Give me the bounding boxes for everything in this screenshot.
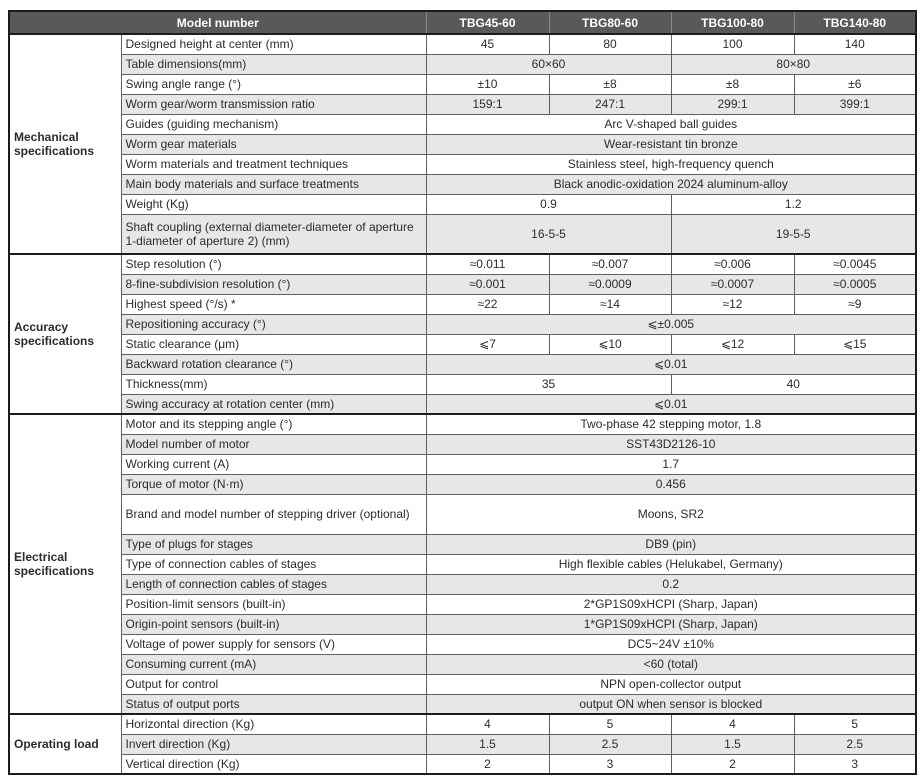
spec-value-cell: 0.456 [426, 474, 916, 494]
spec-value-cell: Black anodic-oxidation 2024 aluminum-alloy [426, 174, 916, 194]
table-row [9, 194, 916, 214]
spec-value-cell: ⩽10 [549, 334, 671, 354]
spec-value-cell: SST43D2126-10 [426, 434, 916, 454]
table-row [9, 634, 916, 654]
spec-value-cell: 16-5-5 [426, 214, 671, 254]
table-row [9, 534, 916, 554]
table-row [9, 714, 916, 734]
table-row [9, 54, 916, 74]
row-label: Length of connection cables of stages [121, 574, 426, 594]
row-label: Vertical direction (Kg) [121, 754, 426, 774]
spec-value-cell: ≈0.0009 [549, 274, 671, 294]
row-label: Brand and model number of stepping driver (optional) [121, 494, 426, 534]
table-row [9, 74, 916, 94]
spec-value-cell: 80×80 [671, 54, 916, 74]
spec-value-cell: ≈0.0007 [671, 274, 794, 294]
spec-value-cell: Stainless steel, high-frequency quench [426, 154, 916, 174]
spec-value-cell: 2.5 [794, 734, 916, 754]
row-label: Origin-point sensors (built-in) [121, 614, 426, 634]
row-label: Worm materials and treatment techniques [121, 154, 426, 174]
spec-value-cell: Wear-resistant tin bronze [426, 134, 916, 154]
spec-value-cell: ⩽15 [794, 334, 916, 354]
table-row [9, 554, 916, 574]
row-label: Invert direction (Kg) [121, 734, 426, 754]
row-label: Torque of motor (N·m) [121, 474, 426, 494]
spec-value-cell: ≈0.006 [671, 254, 794, 274]
row-label: Repositioning accuracy (°) [121, 314, 426, 334]
row-label: Shaft coupling (external diameter-diameter of aperture 1-diameter of aperture 2) (mm) [121, 214, 426, 254]
spec-value-cell: ≈0.0045 [794, 254, 916, 274]
spec-value-cell: DB9 (pin) [426, 534, 916, 554]
spec-value-cell: 1.5 [426, 734, 549, 754]
spec-value-cell: <60 (total) [426, 654, 916, 674]
spec-value-cell: ⩽0.01 [426, 354, 916, 374]
table-row [9, 34, 916, 54]
spec-value-cell: 140 [794, 34, 916, 54]
spec-value-cell: ±6 [794, 74, 916, 94]
spec-value-cell: ≈0.001 [426, 274, 549, 294]
table-row [9, 294, 916, 314]
row-label: Model number of motor [121, 434, 426, 454]
spec-value-cell: ⩽0.01 [426, 394, 916, 414]
spec-value-cell: ⩽±0.005 [426, 314, 916, 334]
model-number-header: Model number [9, 11, 426, 34]
spec-value-cell: ±10 [426, 74, 549, 94]
model-column-header-tbg100-80: TBG100-80 [671, 11, 794, 34]
row-label: Step resolution (°) [121, 254, 426, 274]
table-row [9, 334, 916, 354]
table-row [9, 134, 916, 154]
row-label: Motor and its stepping angle (°) [121, 414, 426, 434]
table-row [9, 434, 916, 454]
spec-value-cell: 1.7 [426, 454, 916, 474]
spec-value-cell: 399:1 [794, 94, 916, 114]
table-row [9, 734, 916, 754]
spec-value-cell: 0.9 [426, 194, 671, 214]
spec-value-cell: 4 [426, 714, 549, 734]
spec-value-cell: 3 [549, 754, 671, 774]
spec-value-cell: ≈0.007 [549, 254, 671, 274]
row-label: Consuming current (mA) [121, 654, 426, 674]
spec-value-cell: ≈14 [549, 294, 671, 314]
spec-value-cell: Arc V-shaped ball guides [426, 114, 916, 134]
row-label: Guides (guiding mechanism) [121, 114, 426, 134]
group-label: Electrical specifications [9, 414, 121, 714]
spec-table-body [9, 34, 916, 774]
row-label: Type of plugs for stages [121, 534, 426, 554]
row-label: Main body materials and surface treatments [121, 174, 426, 194]
row-label: Worm gear materials [121, 134, 426, 154]
table-row [9, 574, 916, 594]
row-label: Swing accuracy at rotation center (mm) [121, 394, 426, 414]
spec-value-cell: 80 [549, 34, 671, 54]
spec-value-cell: 2.5 [549, 734, 671, 754]
spec-value-cell: 5 [549, 714, 671, 734]
table-row [9, 214, 916, 254]
spec-value-cell: 3 [794, 754, 916, 774]
row-label: Highest speed (°/s) * [121, 294, 426, 314]
spec-value-cell: output ON when sensor is blocked [426, 694, 916, 714]
spec-value-cell: ≈9 [794, 294, 916, 314]
spec-value-cell: ⩽7 [426, 334, 549, 354]
model-column-header-tbg140-80: TBG140-80 [794, 11, 916, 34]
specification-table [8, 10, 917, 775]
model-column-header-tbg80-60: TBG80-60 [549, 11, 671, 34]
spec-value-cell: Two-phase 42 stepping motor, 1.8 [426, 414, 916, 434]
row-label: Swing angle range (°) [121, 74, 426, 94]
model-column-header-tbg45-60: TBG45-60 [426, 11, 549, 34]
spec-value-cell: 5 [794, 714, 916, 734]
row-label: Weight (Kg) [121, 194, 426, 214]
spec-value-cell: ≈12 [671, 294, 794, 314]
header-row [9, 11, 916, 34]
spec-value-cell: 1.5 [671, 734, 794, 754]
spec-value-cell: High flexible cables (Helukabel, Germany) [426, 554, 916, 574]
row-label: Worm gear/worm transmission ratio [121, 94, 426, 114]
row-label: Status of output ports [121, 694, 426, 714]
spec-value-cell: 2 [426, 754, 549, 774]
spec-value-cell: ±8 [671, 74, 794, 94]
row-label: Designed height at center (mm) [121, 34, 426, 54]
table-row [9, 154, 916, 174]
table-row [9, 414, 916, 434]
table-row [9, 674, 916, 694]
table-row [9, 354, 916, 374]
spec-value-cell: ±8 [549, 74, 671, 94]
spec-value-cell: ≈0.011 [426, 254, 549, 274]
spec-value-cell: 40 [671, 374, 916, 394]
table-row [9, 594, 916, 614]
group-label: Operating load [9, 714, 121, 774]
table-row [9, 314, 916, 334]
spec-value-cell: 0.2 [426, 574, 916, 594]
row-label: Working current (A) [121, 454, 426, 474]
spec-value-cell: 159:1 [426, 94, 549, 114]
spec-value-cell: NPN open-collector output [426, 674, 916, 694]
spec-value-cell: 19-5-5 [671, 214, 916, 254]
row-label: Static clearance (μm) [121, 334, 426, 354]
table-row [9, 494, 916, 534]
spec-value-cell: Moons, SR2 [426, 494, 916, 534]
spec-value-cell: 1*GP1S09xHCPI (Sharp, Japan) [426, 614, 916, 634]
table-row [9, 474, 916, 494]
table-row [9, 754, 916, 774]
spec-value-cell: 45 [426, 34, 549, 54]
group-label: Mechanical specifications [9, 34, 121, 254]
spec-value-cell: 2*GP1S09xHCPI (Sharp, Japan) [426, 594, 916, 614]
spec-value-cell: ⩽12 [671, 334, 794, 354]
table-row [9, 454, 916, 474]
spec-value-cell: 247:1 [549, 94, 671, 114]
spec-value-cell: ≈0.0005 [794, 274, 916, 294]
row-label: 8-fine-subdivision resolution (°) [121, 274, 426, 294]
table-row [9, 374, 916, 394]
spec-value-cell: ≈22 [426, 294, 549, 314]
spec-value-cell: 100 [671, 34, 794, 54]
table-row [9, 94, 916, 114]
row-label: Horizontal direction (Kg) [121, 714, 426, 734]
row-label: Voltage of power supply for sensors (V) [121, 634, 426, 654]
spec-value-cell: 2 [671, 754, 794, 774]
table-row [9, 274, 916, 294]
table-row [9, 254, 916, 274]
spec-value-cell: 299:1 [671, 94, 794, 114]
table-row [9, 614, 916, 634]
row-label: Position-limit sensors (built-in) [121, 594, 426, 614]
row-label: Backward rotation clearance (°) [121, 354, 426, 374]
row-label: Type of connection cables of stages [121, 554, 426, 574]
table-row [9, 694, 916, 714]
row-label: Thickness(mm) [121, 374, 426, 394]
table-row [9, 114, 916, 134]
table-row [9, 654, 916, 674]
spec-value-cell: 1.2 [671, 194, 916, 214]
group-label: Accuracy specifications [9, 254, 121, 414]
spec-value-cell: 4 [671, 714, 794, 734]
spec-value-cell: DC5~24V ±10% [426, 634, 916, 654]
table-row [9, 394, 916, 414]
spec-value-cell: 35 [426, 374, 671, 394]
row-label: Table dimensions(mm) [121, 54, 426, 74]
table-row [9, 174, 916, 194]
row-label: Output for control [121, 674, 426, 694]
spec-value-cell: 60×60 [426, 54, 671, 74]
